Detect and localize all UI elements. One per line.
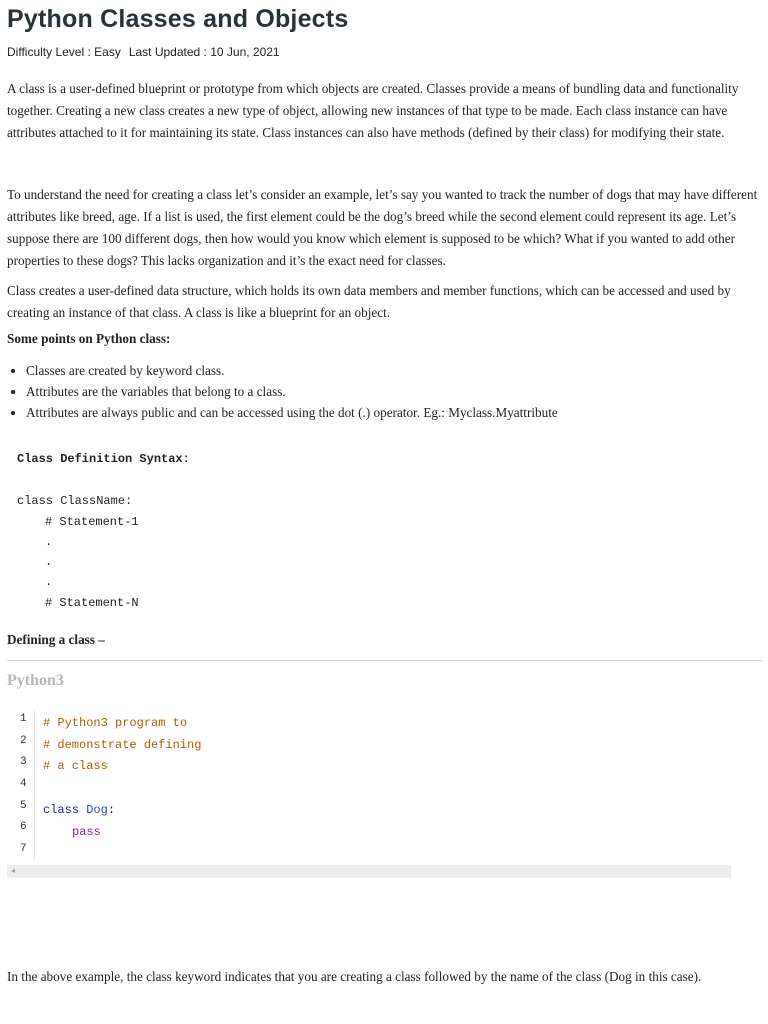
list-item: • Attributes are always public and can be accessed using the dot (.) operator. Eg.: Myclass.Myattribute xyxy=(26,402,558,423)
line-number: 6 xyxy=(20,821,27,833)
line-number: 5 xyxy=(20,800,27,812)
points-list xyxy=(7,360,558,423)
points-heading: Some points on Python class: xyxy=(7,331,171,346)
difficulty-level: Difficulty Level : Easy xyxy=(7,45,121,59)
line-number: 1 xyxy=(20,713,27,725)
scroll-left-icon[interactable]: ◂ xyxy=(11,866,16,875)
syntax-line: # Statement-1 xyxy=(45,515,139,529)
line-number: 7 xyxy=(20,843,27,855)
article-meta xyxy=(7,45,280,59)
line-number: 4 xyxy=(20,778,27,790)
defining-heading: Defining a class – xyxy=(7,632,105,647)
paragraph-intro: A class is a user-defined blueprint or prototype from which objects are created. Classes provide a means of bundling data and functionality together. Creating a new class creates a new type of object, allowing new instances of that type to be made. Each class instance can have attributes attached to it for maintaining its state. Class instances can also have methods (defined by their class) for modifying their state. xyxy=(7,81,739,140)
code-comment: # demonstrate defining xyxy=(43,738,202,752)
code-language-label[interactable]: Python3 xyxy=(7,672,64,689)
line-number: 2 xyxy=(20,735,27,747)
code-punctuation: : xyxy=(107,803,116,817)
code-editor[interactable] xyxy=(7,710,731,880)
syntax-line: class ClassName: xyxy=(17,494,133,508)
code-keyword: pass xyxy=(72,825,101,839)
paragraph-structure: Class creates a user-defined data structure, which holds its own data members and member functions, which can be accessed and used by creating an instance of that class. A class is like a blueprint for an object. xyxy=(7,283,731,320)
code-comment: # a class xyxy=(43,759,108,773)
syntax-line: . xyxy=(45,575,53,589)
divider xyxy=(7,660,763,661)
code-comment: # Python3 program to xyxy=(43,716,188,730)
paragraph-need: To understand the need for creating a class let’s consider an example, let’s say you wanted to track the number of dogs that may have different attributes like breed, age. If a list is used, the first element could be the dog’s breed while the second element could represent its age. Let’s suppose there are 100 different dogs, then how would you know which element is supposed to be which? What if you wanted to add other properties to these dogs? This lacks organization and it’s the exact need for classes. xyxy=(7,187,758,268)
syntax-heading: Class Definition Syntax: xyxy=(17,452,190,466)
horizontal-scrollbar[interactable] xyxy=(7,865,731,878)
last-updated: Last Updated : 10 Jun, 2021 xyxy=(128,45,280,59)
gutter-divider xyxy=(34,710,35,860)
syntax-line: . xyxy=(45,555,53,569)
code-line-class xyxy=(43,803,115,817)
syntax-line: . xyxy=(45,535,53,549)
code-keyword: class xyxy=(43,803,80,817)
paragraph-explanation: In the above example, the class keyword indicates that you are creating a class followed by the name of the class (Dog in this case). xyxy=(7,969,702,984)
syntax-line: # Statement-N xyxy=(45,596,139,610)
page-title: Python Classes and Objects xyxy=(7,5,349,33)
list-item: • Classes are created by keyword class. xyxy=(26,360,558,381)
list-item: • Attributes are the variables that belong to a class. xyxy=(26,381,558,402)
code-class-name: Dog xyxy=(86,803,108,817)
line-number: 3 xyxy=(20,756,27,768)
